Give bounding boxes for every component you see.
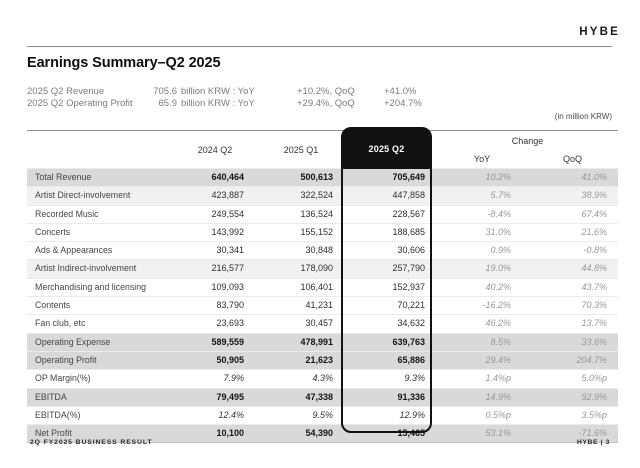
- cell-2024-q2: 589,559: [211, 336, 244, 347]
- cell-2025-q1: 155,152: [300, 226, 333, 237]
- cell-yoy: 0.5%p: [485, 409, 511, 420]
- cell-qoq: 13.7%: [581, 318, 607, 329]
- summary-block: [27, 86, 422, 109]
- cell-2025-q2: 447,858: [392, 190, 425, 201]
- cell-2025-q1: 30,848: [305, 245, 333, 256]
- summary-amount: 705.6: [153, 86, 177, 97]
- cell-qoq: 5.0%p: [581, 373, 607, 384]
- cell-2024-q2: 249,554: [211, 208, 244, 219]
- cell-qoq: 70.3%: [581, 300, 607, 311]
- summary-unit: billion KRW : YoY: [181, 97, 255, 109]
- cell-2025-q2: 91,336: [397, 391, 425, 402]
- cell-2025-q1: 500,613: [300, 172, 333, 182]
- footer-report-title: 2Q FY2025 BUSINESS RESULT: [30, 439, 153, 446]
- table-row: [27, 169, 618, 187]
- col-header-2025-q2: 2025 Q2: [343, 129, 430, 169]
- cell-2024-q2: 83,790: [216, 300, 244, 311]
- col-header-2025-q1: 2025 Q1: [283, 144, 319, 155]
- cell-2025-q2: 9.3%: [404, 373, 425, 384]
- cell-2025-q2: 34,632: [397, 318, 425, 329]
- cell-yoy: 29.4%: [485, 354, 511, 365]
- summary-qoq: +41.0%: [384, 86, 417, 97]
- row-label: Ads & Appearances: [35, 245, 113, 256]
- cell-2024-q2: 30,341: [216, 245, 244, 256]
- cell-2025-q1: 178,090: [300, 263, 333, 274]
- cell-qoq: -71.6%: [578, 428, 607, 439]
- row-label: Total Revenue: [35, 172, 92, 182]
- row-label: Operating Profit: [35, 354, 97, 365]
- col-header-yoy: YoY: [473, 154, 491, 164]
- row-label: Artist Direct-involvement: [35, 190, 131, 201]
- table-row: [27, 351, 618, 369]
- cell-2025-q2: 639,763: [392, 336, 425, 347]
- table-row: [27, 278, 618, 296]
- table-row: [27, 205, 618, 223]
- cell-yoy: 8.5%: [490, 336, 511, 347]
- cell-2025-q2: 152,937: [392, 281, 425, 292]
- page-title: Earnings Summary–Q2 2025: [27, 55, 221, 71]
- cell-2025-q1: 478,991: [300, 336, 333, 347]
- cell-yoy: 31.0%: [485, 226, 511, 237]
- summary-revenue-row: [27, 86, 422, 98]
- table-row: [27, 260, 618, 278]
- row-label: Concerts: [35, 226, 71, 237]
- cell-2025-q1: 9.5%: [312, 409, 333, 420]
- cell-2025-q1: 136,524: [300, 208, 333, 219]
- row-label: Artist Indirect-involvement: [35, 263, 137, 274]
- cell-2024-q2: 640,464: [211, 172, 244, 182]
- cell-2025-q2: 70,221: [397, 300, 425, 311]
- cell-2025-q2: 188,685: [392, 226, 425, 237]
- cell-2024-q2: 143,992: [211, 226, 244, 237]
- row-label: EBITDA: [35, 391, 67, 402]
- row-label: EBITDA(%): [35, 409, 81, 420]
- table-row: [27, 297, 618, 315]
- summary-label: 2025 Q2 Operating Profit: [27, 97, 133, 109]
- earnings-table: [27, 130, 618, 443]
- footer-page-number: HYBE | 3: [576, 439, 610, 446]
- cell-2025-q1: 54,390: [305, 428, 333, 439]
- cell-2024-q2: 216,577: [211, 263, 244, 274]
- cell-2025-q2: 15,465: [397, 428, 425, 439]
- cell-yoy: -8.4%: [487, 208, 511, 219]
- table-row: [27, 223, 618, 241]
- cell-2024-q2: 423,887: [211, 190, 244, 201]
- summary-yoy: +29.4%, QoQ: [297, 97, 355, 109]
- cell-yoy: -16.2%: [482, 300, 511, 311]
- cell-2025-q1: 21,623: [305, 354, 333, 365]
- cell-yoy: 53.1%: [485, 428, 511, 439]
- cell-2024-q2: 10,100: [216, 428, 244, 439]
- cell-qoq: 204.7%: [576, 354, 607, 365]
- cell-2025-q1: 47,338: [305, 391, 333, 402]
- table-row: [27, 388, 618, 406]
- summary-yoy: +10.2%, QoQ: [297, 86, 355, 97]
- row-label: Fan club, etc: [35, 318, 86, 329]
- cell-yoy: 46.2%: [485, 318, 511, 329]
- cell-2024-q2: 23,693: [216, 318, 244, 329]
- cell-2025-q2: 257,790: [392, 263, 425, 274]
- cell-2025-q2: 12.9%: [399, 409, 425, 420]
- cell-2024-q2: 79,495: [216, 391, 244, 402]
- cell-yoy: 40.2%: [485, 281, 511, 292]
- summary-label: 2025 Q2 Revenue: [27, 86, 105, 97]
- row-label: Recorded Music: [35, 208, 99, 219]
- cell-2025-q1: 41,231: [305, 300, 333, 311]
- summary-operating-profit-row: [27, 98, 422, 110]
- cell-yoy: 14.9%: [485, 391, 511, 402]
- col-header-change: Change: [511, 135, 544, 146]
- col-header-2025-q2-slot: [337, 131, 437, 169]
- cell-qoq: 3.5%p: [581, 409, 607, 420]
- row-label: Contents: [35, 300, 71, 311]
- col-header-qoq: QoQ: [562, 154, 582, 164]
- cell-2025-q2: 30,606: [397, 245, 425, 256]
- cell-qoq: 41.0%: [581, 172, 607, 182]
- unit-note: (in million KRW): [554, 112, 612, 121]
- row-label: Net Profit: [35, 428, 72, 439]
- table-row: [27, 187, 618, 205]
- cell-2024-q2: 7.9%: [223, 373, 244, 384]
- cell-qoq: 33.6%: [581, 336, 607, 347]
- cell-qoq: 44.8%: [581, 263, 607, 274]
- table-row: [27, 315, 618, 333]
- summary-qoq: +204.7%: [384, 97, 422, 109]
- cell-qoq: -0.8%: [583, 245, 607, 256]
- col-header-2024-q2: 2024 Q2: [197, 144, 233, 155]
- cell-2024-q2: 12.4%: [218, 409, 244, 420]
- cell-qoq: 92.9%: [581, 391, 607, 402]
- hybe-logo: HYBE: [579, 26, 620, 38]
- cell-yoy: 19.0%: [485, 263, 511, 274]
- cell-2024-q2: 109,093: [211, 281, 244, 292]
- cell-yoy: 1.4%p: [485, 373, 511, 384]
- row-label: Merchandising and licensing: [35, 281, 147, 292]
- cell-2025-q1: 4.3%: [312, 373, 333, 384]
- cell-2025-q2: 705,649: [392, 172, 425, 182]
- cell-2025-q1: 30,457: [305, 318, 333, 329]
- col-header-empty: [27, 131, 165, 169]
- table-row: [27, 242, 618, 260]
- cell-yoy: 0.9%: [490, 245, 511, 256]
- row-label: OP Margin(%): [35, 373, 91, 384]
- cell-yoy: 10.2%: [485, 172, 511, 182]
- cell-qoq: 43.7%: [581, 281, 607, 292]
- row-label: Operating Expense: [35, 336, 111, 347]
- cell-qoq: 21.6%: [581, 226, 607, 237]
- cell-2025-q1: 322,524: [300, 190, 333, 201]
- table-row: [27, 333, 618, 351]
- cell-2025-q2: 228,567: [392, 208, 425, 219]
- cell-qoq: 38.9%: [581, 190, 607, 201]
- cell-2025-q1: 106,401: [300, 281, 333, 292]
- table-header-row-1: [27, 131, 618, 151]
- cell-yoy: 5.7%: [490, 190, 511, 201]
- summary-unit: billion KRW : YoY: [181, 86, 255, 97]
- cell-2025-q2: 65,886: [397, 354, 425, 365]
- table-body: [27, 169, 618, 443]
- earnings-table-wrap: [27, 130, 618, 443]
- cell-2024-q2: 50,905: [216, 354, 244, 365]
- table-row: [27, 406, 618, 424]
- summary-amount: 65.9: [158, 97, 177, 109]
- header-divider: [27, 46, 612, 47]
- table-row: [27, 370, 618, 388]
- cell-qoq: 67.4%: [581, 208, 607, 219]
